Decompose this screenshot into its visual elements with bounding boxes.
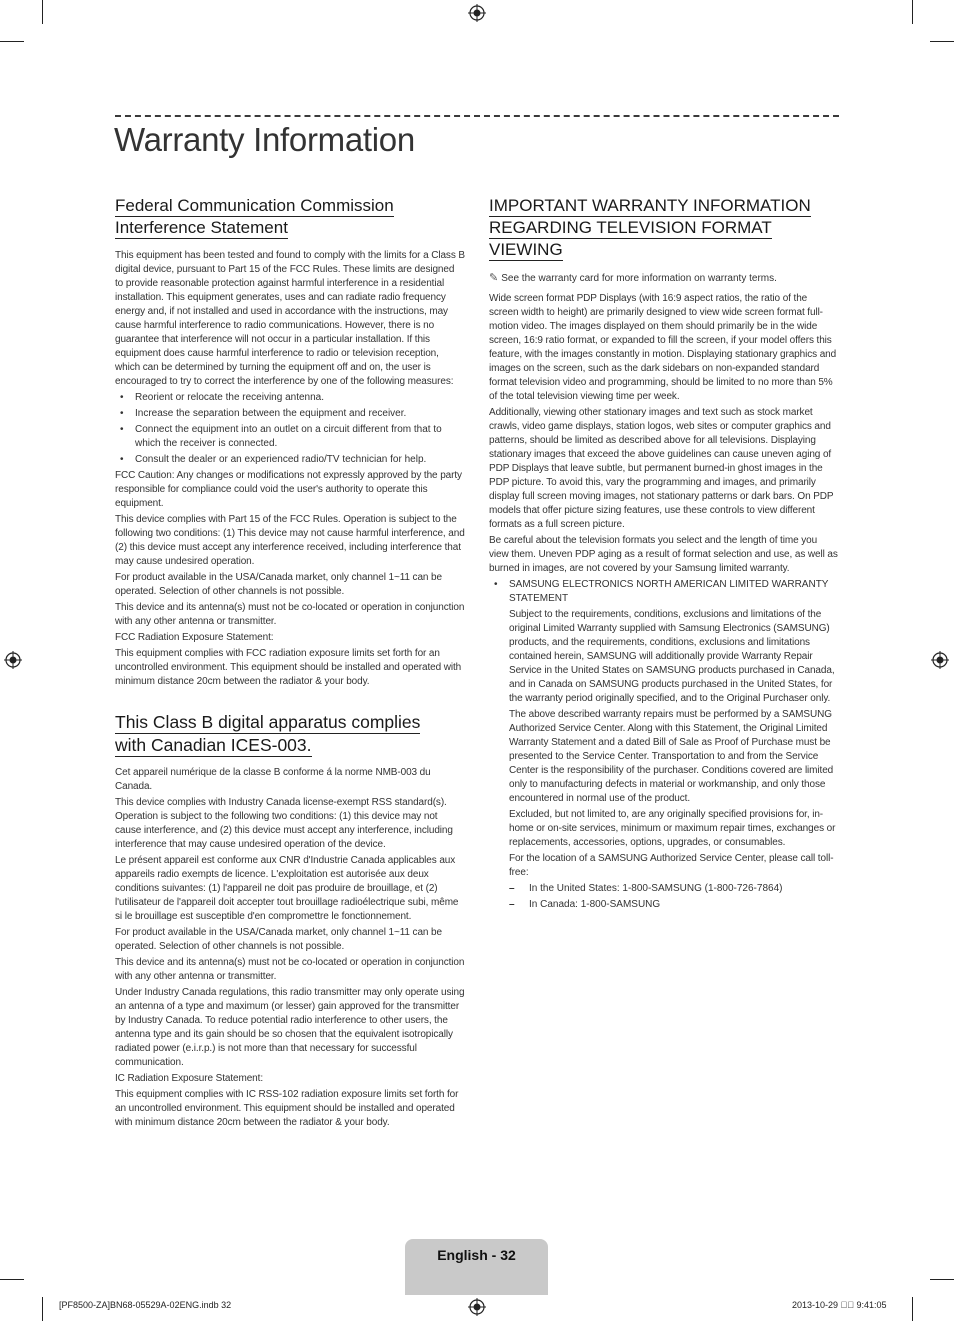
ices-paragraph: Under Industry Canada regulations, this radio transmitter may only operate using an antenna of a type and maximum (or lesser) gain approved for the transmitter by Industry Canada. To reduce potential radio interference to other users, the antenna type and its gain should be so chosen that the equivalent isotropically radiated power (e.i.r.p.) is not more than that necessary for successful communication. <box>115 987 465 1068</box>
fcc-paragraph: For product available in the USA/Canada market, only channel 1~11 can be operated. Selection of other channels is not possible. <box>115 572 442 597</box>
warranty-paragraph: Subject to the requirements, conditions, exclusions and limitations of the original Limited Warranty supplied with Samsung Electronics (SAMSUNG) products, and the requirements, conditions, exclusions and limitations contained herein, SAMSUNG will additionally provide Warranty Repair Service in the United States on SAMSUNG products purchased in Canada, and in Canada on SAMSUNG products purchased in the United States, for the warranty period originally specified, and to the Original Purchaser only. <box>509 609 835 704</box>
note-text: See the warranty card for more information on warranty terms. <box>501 273 777 284</box>
ices-heading-line1: This Class B digital apparatus complies <box>115 712 421 732</box>
ices-paragraph: This equipment complies with IC RSS-102 radiation exposure limits set forth for an uncontrolled environment. This equipment should be installed and operated with minimum distance 20cm between the radiator & your body. <box>115 1089 459 1128</box>
registration-mark-icon <box>4 651 22 669</box>
ices-paragraph: This device complies with Industry Canada license-exempt RSS standard(s). Operation is subject to the following two conditions: (1) this device may not cause interference, and (2) this device must accept any interference, including interference that may cause undesired operation of the device. <box>115 797 453 850</box>
registration-mark-icon <box>468 1298 486 1316</box>
fcc-paragraph: This device and its antenna(s) must not be co-located or operation in conjunction with any other antenna or transmitter. <box>115 602 465 627</box>
title-rule <box>115 115 839 117</box>
warranty-note <box>489 271 839 286</box>
ices-paragraph: IC Radiation Exposure Statement: <box>115 1073 263 1084</box>
ices-paragraph: This device and its antenna(s) must not be co-located or operation in conjunction with any other antenna or transmitter. <box>115 957 465 982</box>
crop-mark <box>912 1297 913 1321</box>
crop-mark <box>930 41 954 42</box>
warranty-paragraph: Be careful about the television formats you select and the length of time you view them. Uneven PDP aging as a result of format selection and use, as well as burned in images, are not covered by your Samsung limited warranty. <box>489 535 838 574</box>
footer-file-info: [PF8500-ZA]BN68-05529A-02ENG.indb 32 <box>59 1300 232 1310</box>
registration-mark-icon <box>468 4 486 22</box>
fcc-heading <box>115 195 465 239</box>
fcc-paragraph: This device complies with Part 15 of the FCC Rules. Operation is subject to the following two conditions: (1) This device may not cause harmful interference, and (2) this device must accept any interference received, including interference that may cause undesired operation. <box>115 514 465 567</box>
fcc-caution: FCC Caution: Any changes or modifications not expressly approved by the party responsible for compliance could void the user's authority to operate this equipment. <box>115 470 462 509</box>
crop-mark <box>42 1297 43 1321</box>
warranty-paragraph: The above described warranty repairs must be performed by a SAMSUNG Authorized Service Center. Along with this Statement, the Original Limited Warranty Statement and a dated Bill of Sale as Proof of Purchase must be presented to the Service Center. Transportation to and from the Service Center is the responsibility of the purchaser. Conditions covered are limited only to manufacturing defects in material or workmanship, and only those encountered in normal use of the product. <box>509 709 834 804</box>
crop-mark <box>912 0 913 24</box>
ices-heading <box>115 711 465 756</box>
fcc-measures-list <box>115 391 465 467</box>
pencil-note-icon: ✎ <box>489 272 499 284</box>
warranty-statement-list <box>489 578 839 606</box>
left-column <box>115 195 465 1132</box>
list-item: • Reorient or relocate the receiving antenna. <box>115 391 465 405</box>
list-item: • Increase the separation between the equipment and receiver. <box>115 407 465 421</box>
ices-heading-line2: with Canadian ICES-003. <box>115 734 312 755</box>
warranty-paragraph: Excluded, but not limited to, are any originally specified provisions for, in-home or on-site services, minimum or maximum repair times, exchanges or replacements, accessories, options, upgrades, or consumables. <box>509 809 836 848</box>
registration-mark-icon <box>931 651 949 669</box>
ices-paragraph: Cet appareil numérique de la classe B conforme á la norme NMB-003 du Canada. <box>115 767 431 792</box>
list-item: – In the United States: 1-800-SAMSUNG (1-800-726-7864) <box>509 882 839 896</box>
warranty-heading-line1: IMPORTANT WARRANTY INFORMATION <box>489 196 811 215</box>
warranty-heading-line2: REGARDING TELEVISION FORMAT <box>489 218 772 237</box>
page-number: English - 32 <box>437 1247 516 1263</box>
fcc-rf-heading: FCC Radiation Exposure Statement: <box>115 632 274 643</box>
list-item: • Connect the equipment into an outlet on a circuit different from that to which the receiver is connected. <box>115 423 465 451</box>
ices-paragraph: Le présent appareil est conforme aux CNR d'Industrie Canada applicables aux appareils radio exempts de licence. L'exploitation est autorisée aux deux conditions suivantes: (1) l'appareil ne doit pas produire de brouillage, et (2) l'utilisateur de l'appareil doit accepter tout brouillage radioélectrique subi, même si le brouillage est susceptible d'en compromettre le fonctionnement. <box>115 855 459 922</box>
list-item: • Consult the dealer or an experienced radio/TV technician for help. <box>115 453 465 467</box>
crop-mark <box>930 1279 954 1280</box>
page-title: Warranty Information <box>114 121 415 158</box>
warranty-statement-body <box>489 608 839 880</box>
warranty-heading <box>489 195 839 261</box>
fcc-heading-line1: Federal Communication Commission <box>115 196 394 215</box>
list-item: – In Canada: 1-800-SAMSUNG <box>509 898 839 912</box>
warranty-heading-line3: VIEWING <box>489 240 563 259</box>
ices-paragraph: For product available in the USA/Canada market, only channel 1~11 can be operated. Selection of other channels is not possible. <box>115 927 442 952</box>
right-column <box>489 195 839 914</box>
fcc-heading-line2: Interference Statement <box>115 218 288 237</box>
footer-timestamp: 2013-10-29 ￿￿ 9:41:05 <box>792 1300 887 1310</box>
crop-mark <box>42 0 43 24</box>
crop-mark <box>0 1279 24 1280</box>
fcc-paragraph: This equipment has been tested and found to comply with the limits for a Class B digital device, pursuant to Part 15 of the FCC Rules. These limits are designed to provide reasonable protection against harmful interference in a residential installation. This equipment generates, uses and can radiate radio frequency energy and, if not installed and used in accordance with the instructions, may cause harmful interference to radio communications. However, there is no guarantee that interference will not occur in a particular installation. If this equipment does cause harmful interference to radio or television reception, which can be determined by turning the equipment off and on, the user is encouraged to try to correct the interference by one of the following measures: <box>115 250 465 387</box>
warranty-paragraph: Wide screen format PDP Displays (with 16:9 aspect ratios, the ratio of the screen width to height) are primarily designed to view wide screen format full-motion video. The images displayed on them should primarily be in the wide screen, 16:9 ratio format, or expanded to fill the screen, if your model offers this feature, with the images constantly in motion. Displaying stationary graphics and images on the screen, such as the dark sidebars on non-expanded standard format television video and programming, should be limited to no more than 5% of the total television viewing time per week. <box>489 293 837 402</box>
warranty-paragraph: Additionally, viewing other stationary images and text such as stock market crawls, video game displays, station logos, web sites or computer graphics and patterns, should be limited as described above for all televisions. Displaying stationary images that exceed the above guidelines can cause uneven aging of PDP Displays that leave subtle, but permanent burned-in ghost images in the PDP picture. To avoid this, vary the programming and images, and primarily display full screen moving images, not stationary patterns or dark bars. On PDP models that offer picture sizing features, use these controls to view different formats as a full screen picture. <box>489 407 834 530</box>
fcc-paragraph: This equipment complies with FCC radiation exposure limits set forth for an uncontrolled environment. This equipment should be installed and operated with minimum distance 20cm between the radiator & your body. <box>115 648 462 687</box>
crop-mark <box>0 41 24 42</box>
list-item: • SAMSUNG ELECTRONICS NORTH AMERICAN LIMITED WARRANTY STATEMENT <box>489 578 839 606</box>
warranty-paragraph: For the location of a SAMSUNG Authorized Service Center, please call toll-free: <box>509 853 834 878</box>
phone-list <box>489 882 839 912</box>
page-number-badge <box>405 1239 548 1295</box>
